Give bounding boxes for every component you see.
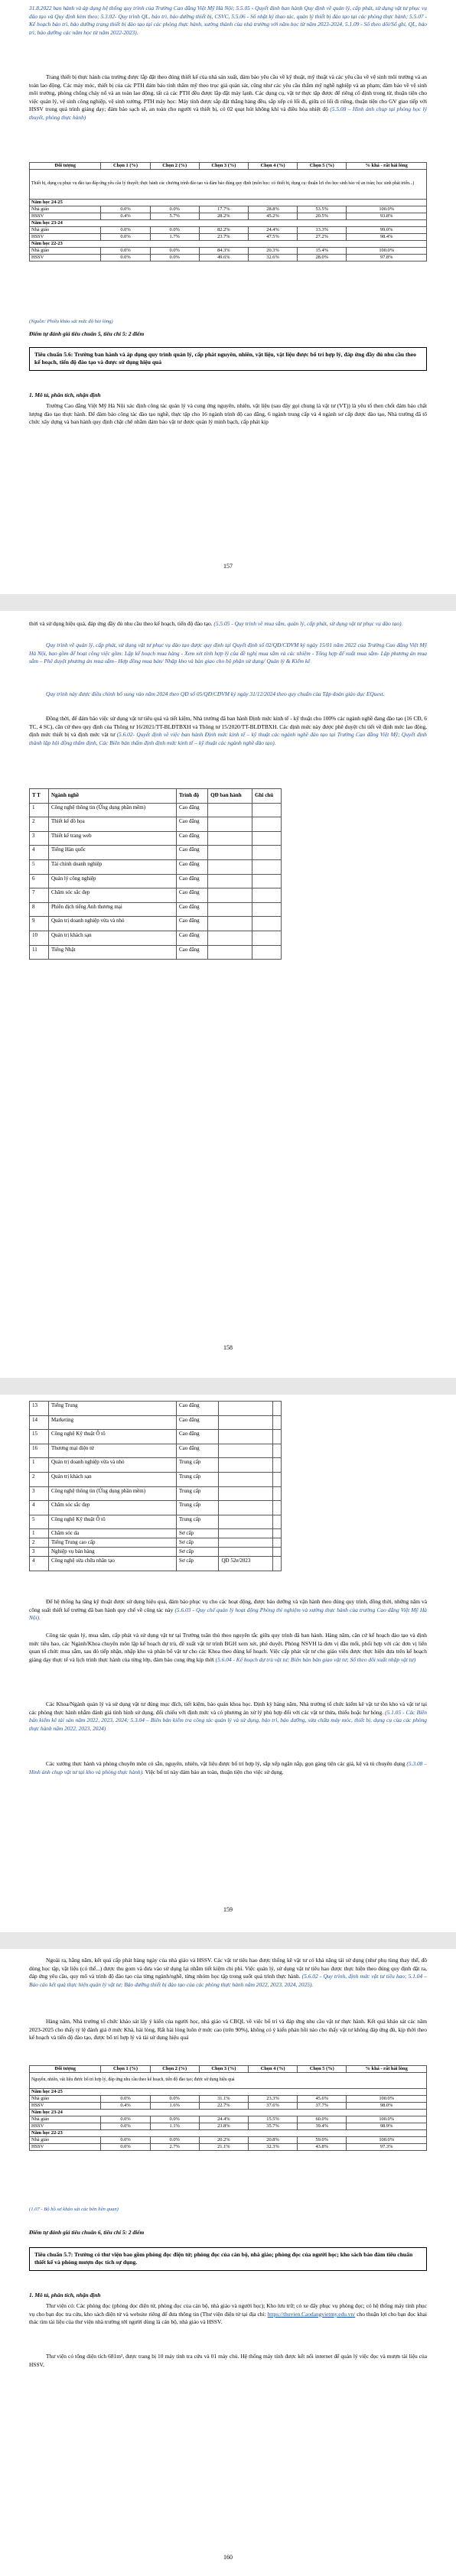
table-row — [30, 931, 282, 945]
paragraph-e-cite: (5.6.03 - Quy chế quản lý hoạt động Phòng thí nghiệm và xưởng thực hành của trường Cao đẳng Việt Mỹ Hà Nội). — [29, 1606, 428, 1622]
section-title: 1. Mô tả, phân tích, nhận định — [29, 2292, 101, 2298]
cell: 20.3% — [248, 248, 297, 255]
table-row — [30, 206, 427, 213]
paragraph-k-tail: cho thuận lợi cho bạn đọc khai thác tìm tài liệu của thư viện nhà trường tới người dùng là cán bộ, nhà giáo và HSSV. — [29, 2310, 427, 2326]
cell: 17.7% — [199, 206, 248, 213]
table-row — [30, 874, 282, 888]
table-note: Thiết bị, dụng cụ phục vụ đào tạo đáp ứng yêu cầu lý thuyết; thực hành các chương trình đào tạo và đảm bảo đúng quy định (môn học: có thiết bị, dụng cụ: thuận lợi cho học sinh bảo vệ an toàn; học sinh phát triển...) — [30, 170, 427, 200]
cell: Cao đẳng — [177, 945, 208, 960]
cell: 1 — [30, 1458, 49, 1473]
row-label: Nhà giáo — [30, 2116, 101, 2123]
cell: 32.6% — [248, 255, 297, 261]
row-label: Nhà giáo — [30, 227, 101, 234]
cell: 23.7% — [199, 234, 248, 241]
table-row — [30, 945, 282, 960]
cell: Quản trị khách sạn — [49, 931, 177, 945]
cell: QĐ 52e/2023 — [219, 1557, 273, 1571]
cell: Cao đẳng — [177, 888, 208, 903]
cell: Công nghệ thông tin (Ứng dụng phần mềm) — [49, 1486, 177, 1501]
cell: 16 — [30, 1444, 49, 1458]
cell: 0.0% — [101, 255, 150, 261]
cell: 22.7% — [199, 2103, 248, 2110]
cell: Thiết kế đồ họa — [49, 817, 177, 832]
cell: 0.0% — [150, 2137, 199, 2144]
table-row — [30, 1538, 282, 1548]
paragraph-equipment-cite: (5.5.08 – Hình ảnh chụp tại phòng học lý thuyết, phòng thực hành) — [29, 106, 427, 121]
cell: 15.5% — [248, 2116, 297, 2123]
cell: 5 — [30, 1515, 49, 1529]
cell: 59.0% — [298, 2137, 347, 2144]
paragraph-a — [29, 620, 427, 629]
table-row — [30, 846, 282, 860]
table-header-cell: Ngành nghề — [49, 789, 177, 804]
cell: Cao đẳng — [177, 859, 208, 874]
page-160 — [0, 1949, 456, 2576]
cell: Cao đẳng — [177, 803, 208, 817]
cell: Thương mại điện tử — [49, 1444, 177, 1458]
page-number: 158 — [223, 1344, 233, 1351]
cell — [219, 1501, 273, 1515]
cell: 100.0% — [347, 2096, 427, 2103]
cell — [219, 1486, 273, 1501]
cell: 0.4% — [101, 213, 150, 220]
page-number: 159 — [223, 1906, 233, 1913]
cell: 5 — [30, 859, 49, 874]
table-row — [30, 1430, 282, 1444]
row-label: Nhà giáo — [30, 206, 101, 213]
table-header-cell: Chọn 1 (%) — [101, 2066, 150, 2073]
cell: 0.0% — [150, 248, 199, 255]
table-row — [30, 902, 282, 917]
cell: Quản lý công nghiệp — [49, 874, 177, 888]
table-header-cell: Đối tượng — [30, 2066, 101, 2073]
cell: Chăm sóc da — [49, 1529, 177, 1538]
survey-table-5-5 — [29, 162, 427, 261]
cell: Chăm sóc sắc đẹp — [49, 1501, 177, 1515]
cell: 53.5% — [298, 206, 347, 213]
table-header-cell: Chọn 2 (%) — [150, 2066, 199, 2073]
table-row — [30, 888, 282, 903]
page-159 — [0, 1395, 456, 1932]
row-label: Nhà giáo — [30, 248, 101, 255]
cell: 1.6% — [150, 2103, 199, 2110]
cell: Cao đẳng — [177, 874, 208, 888]
cell: Trung cấp — [177, 1472, 219, 1486]
cell: Nghiệp vụ bán hàng — [49, 1548, 177, 1557]
cell: Công nghệ Kỹ thuật Ô tô — [49, 1515, 177, 1529]
table-header-cell: Chọn 4 (%) — [248, 163, 297, 170]
cell: 100.0% — [347, 2116, 427, 2123]
cell: 60.0% — [298, 2116, 347, 2123]
cell — [219, 1430, 273, 1444]
table-row — [30, 2144, 427, 2151]
paragraph-j: Hàng năm, Nhà trường tổ chức khảo sát lấy ý kiến của người học, nhà giáo và CBQL về việc bố trí và đáp ứng nhu cầu vật tư thực hành. Kết quả khảo sát các năm 2023-2025 cho thấy tỷ lệ đánh giá ở mức Khá, hài lòng, Rất hài lòng luôn ở mức cao (trên 90%), không có ý kiến phản hồi nào cho thấy vật tư không đáp ứng đủ, kịp thời theo kế hoạch và tiến độ đào tạo, được bố trí hợp lý và tài sử dụng hiệu quả — [29, 2018, 427, 2042]
paragraph-l: Thư viện có tổng diện tích 681m², được trang bị 10 máy tính tra cứu và 01 máy chủ. Hệ thống máy tính được kết nối internet để quản lý việc đọc và mượn tài liệu của HSSV, — [29, 2353, 427, 2368]
cell: 21.1% — [199, 2144, 248, 2151]
cell: Tiếng Nhật — [49, 945, 177, 960]
cell: Chăm sóc sắc đẹp — [49, 888, 177, 903]
cell — [219, 1548, 273, 1557]
score-line: Điểm tự đánh giá tiêu chuẩn 6, tiêu chí 5: 2 điểm — [29, 2229, 145, 2236]
page-number: 160 — [223, 2554, 233, 2561]
paragraph-i — [29, 1957, 427, 1989]
cell: Cao đẳng — [177, 831, 208, 846]
cell: 93.8% — [347, 213, 427, 220]
cell: 4 — [30, 1501, 49, 1515]
cell: 37.7% — [298, 2103, 347, 2110]
table-header-cell: Chọn 2 (%) — [150, 163, 199, 170]
cell: 1.1% — [150, 2123, 199, 2130]
cell — [219, 1515, 273, 1529]
table-row — [30, 1402, 282, 1416]
table-group-label: Năm học 22-23 — [30, 241, 427, 248]
cell: Cao đẳng — [177, 931, 208, 945]
cell: Trung cấp — [177, 1458, 219, 1473]
cell: 11 — [30, 945, 49, 960]
table-header-cell: Chọn 3 (%) — [199, 2066, 248, 2073]
paragraph-a-text: thời và sử dụng hiệu quả, đáp ứng đầy đủ nhu cầu theo kế hoạch, tiến độ đào tạo. — [29, 620, 213, 627]
table-header-cell: Đối tượng — [30, 163, 101, 170]
table-group-label: Năm học 23-24 — [30, 220, 427, 227]
table-row — [30, 234, 427, 241]
page-157 — [0, 0, 456, 594]
table-group-label: Năm học 24-25 — [30, 2089, 427, 2096]
library-link[interactable]: https://thuvien.Caodangvietmy.edu.vn/ — [267, 2310, 356, 2318]
cell: Tiếng Hàn quốc — [49, 846, 177, 860]
cell: 28.0% — [298, 255, 347, 261]
cell: 98.4% — [347, 234, 427, 241]
cell: 2 — [30, 1538, 49, 1548]
paragraph-f-cite: (5.6.04 - Kế hoạch dự trù vật tư; Biên bản bàn giao vật tư; Sổ theo dõi xuất nhập vật tư) — [215, 1655, 416, 1663]
cell: 23.3% — [248, 2096, 297, 2103]
cell: 4 — [30, 1557, 49, 1571]
paragraph-i-cite: (5.6.02 - Quy trình, định mức vật tư tiêu hao; 5.1.04 – Báo cáo kết quả thực hiện quản lý vật tư; Bảo dưỡng thiết bị đào tạo của các phòng thực hành năm 2022, 2023, 2024, 2025). — [29, 1973, 427, 1988]
cell: Thiết kế trang web — [49, 831, 177, 846]
row-label: HSSV — [30, 2123, 101, 2130]
cell: 2.7% — [150, 2144, 199, 2151]
paragraph-g-text: Các Khoa/Ngành quản lý và sử dụng vật tư đúng mục đích, tiết kiệm, bảo quản khoa học. Định kỳ hàng năm, Nhà trường tổ chức kiểm kê vật tư tồn kho và vật tư tại các phòng thực hành nhằm đánh giá tình hình sử dụng, đối chiếu với định mức và có phương án xử lý phù hợp đối với các vật tư thừa, thiếu hoặc hư hỏng. — [29, 1701, 427, 1716]
cell: Cao đẳng — [177, 817, 208, 832]
cell: 1.7% — [150, 234, 199, 241]
row-label: HSSV — [30, 213, 101, 220]
cell: Quản trị khách sạn — [49, 1472, 177, 1486]
table-row — [30, 1472, 282, 1486]
table-header-cell: Chọn 5 (%) — [298, 2066, 347, 2073]
table-header-cell: % khá - rất hài lòng — [347, 163, 427, 170]
cell: Cao đẳng — [177, 1430, 219, 1444]
paragraph-k-text: Thư viện có: Các phòng đọc (phòng đọc điện tử, phòng đọc của cán bộ, nhà giáo và người học); Kho lưu trữ; có xe đẩy phục vụ phòng đọc; có hệ thống máy tính phục vụ cho bạn đọc tra cứu, kho sách điện tử và website riêng để đưa thông tin (Thư viện điện tử tại địa chỉ: — [29, 2302, 427, 2318]
table-header-cell: T T — [30, 789, 49, 804]
table-header-cell: % khá - rất hài lòng — [347, 2066, 427, 2073]
cell: 3 — [30, 1548, 49, 1557]
paragraph-h-tail: Việc bố trí này đảm bảo an toàn, thuận tiện cho việc sử dụng. — [145, 1768, 284, 1775]
cell: 35.7% — [248, 2123, 297, 2130]
table-row — [30, 1444, 282, 1458]
paragraph-equipment — [29, 73, 427, 122]
cell: 0.0% — [150, 2096, 199, 2103]
table-note: Nguyên, nhiên, vật liệu được bố trí hợp lý, đáp ứng nhu cầu theo kế hoạch, tiến độ đào tạo; được sử dụng hiệu quả — [30, 2073, 427, 2089]
table-row — [30, 803, 282, 817]
cell: Tài chính doanh nghiệp — [49, 859, 177, 874]
cell: 24.4% — [248, 227, 297, 234]
table-row — [30, 1515, 282, 1529]
cell: Cao đẳng — [177, 1444, 219, 1458]
cell: Cao đẳng — [177, 1415, 219, 1430]
cell: 39.4% — [298, 2123, 347, 2130]
cell: Quản trị doanh nghiệp vừa và nhỏ — [49, 917, 177, 931]
cell: 31.1% — [199, 2096, 248, 2103]
table-group-label: Năm học 23-24 — [30, 2110, 427, 2116]
cell: Trung cấp — [177, 1515, 219, 1529]
table-row — [30, 255, 427, 261]
table-source: (1.07 - Bộ hồ sơ khảo sát các bên liên quan) — [29, 2207, 119, 2212]
cell: Công nghệ Kỹ thuật Ô tô — [49, 1430, 177, 1444]
cell — [219, 1472, 273, 1486]
cell: 15 — [30, 1430, 49, 1444]
table-header-cell: Ghi chú — [252, 789, 282, 804]
table-source: (Nguồn: Phiếu khảo sát mức độ hài lòng) — [29, 319, 113, 324]
paragraph-g — [29, 1701, 427, 1733]
table-row — [30, 831, 282, 846]
cell: 14 — [30, 1415, 49, 1430]
cell: 0.4% — [101, 2103, 150, 2110]
paragraph-g-cite: (5.1.05 - Các Biên bản kiểm kê tài sản năm 2022, 2023, 2024; 5.3.04 – Biên bản kiểm tra công tác quản lý và sử dụng, bảo trì, bảo dưỡng, sửa chữa máy móc, thiết bị, dụng cụ của các phòng thực hành năm 2022, 2023, 2024) — [29, 1708, 427, 1732]
cell: 100.0% — [347, 248, 427, 255]
cell: 98.9% — [347, 2123, 427, 2130]
paragraph-k — [29, 2302, 427, 2327]
cell: 13 — [30, 1402, 49, 1416]
paragraph-e-text: Để hệ thống hạ tầng kỹ thuật được sử dụng hiệu quả, đảm bảo phục vụ cho các hoạt động, được bảo dưỡng và vận hành theo đúng quy trình, đồng thời, những năm và công suất thiết kế trường đã ban hành quy chế về công tác này — [29, 1598, 427, 1613]
table-row — [30, 213, 427, 220]
cell: Cao đẳng — [177, 1402, 219, 1416]
cell: 7 — [30, 888, 49, 903]
cell: 28.2% — [199, 213, 248, 220]
row-label: Nhà giáo — [30, 2096, 101, 2103]
cell: 13.3% — [298, 227, 347, 234]
cell: 0.0% — [150, 255, 199, 261]
paragraph-intro-5-6: Trường Cao đẳng Việt Mỹ Hà Nội xác định công tác quản lý và cung ứng nguyên, nhiên, vật liệu (sau đây gọi chung là vật tư (VT)) là yêu tố then chốt đảm bảo chất lượng đào tạo thực hành. Để đảm bảo công tác đào tạo nghề, thực tập cho 16 ngành trình độ cao đẳng, 6 ngành trung cấp và 4 ngành sơ cấp được đào tạo, Nhà trường đã tổ chức xây dựng và ban hành quy định chặt chẽ nhằm đảm bảo vật tư được quản lý minh bạch, cấp phát kịp — [29, 402, 427, 426]
cell — [219, 1444, 273, 1458]
cell: 3 — [30, 831, 49, 846]
cell: 0.0% — [101, 234, 150, 241]
cell: 0.0% — [101, 2096, 150, 2103]
table-header-cell: Chọn 5 (%) — [298, 163, 347, 170]
paragraph-d-cite: (5.6.02- Quyết định về việc ban hành Định mức kinh tế – kỹ thuật các ngành nghề đào tạo tại Trường Cao đẳng Việt Mỹ; Quyết định thành lập hội đồng thẩm định, Các Biên bản thẩm định định mức kinh tế – kỹ thuật các ngành nghề đào tạo). — [29, 731, 428, 746]
table-header-cell: Chọn 4 (%) — [248, 2066, 297, 2073]
row-label: HSSV — [30, 255, 101, 261]
table-row — [30, 1501, 282, 1515]
section-title: 1. Mô tả, phân tích, nhận định — [29, 391, 101, 398]
page-separator — [0, 594, 456, 611]
cell: 15.4% — [298, 248, 347, 255]
cell: 0.0% — [150, 2116, 199, 2123]
cell: 43.8% — [298, 2144, 347, 2151]
course-table — [29, 788, 282, 960]
cell: 23.8% — [199, 2123, 248, 2130]
cell: Công nghệ thông tin (Ứng dụng phần mềm) — [49, 803, 177, 817]
paragraph-f-text: Công tác quản lý, mua sắm, cấp phát và sử dụng vật tư tại Trường tuân thủ theo nguyên tắc giữa quy trình đã ban hành. Hàng năm, căn cứ kế hoạch đào tạo và định mức tiêu hao, các Ngành/Khoa chuyên môn lập kế hoạch dự trù, đề xuất vật tư trình BGH xem xét, phê duyệt. Phòng NSVH là đơn vị đầu mối, phối hợp với các đơn vị liên quan tổ chức mua sắm, sau đó tiếp nhận, nhập kho và phân bổ vật tư cho các Khoa theo đúng kế hoạch. Việc cấp phát vật tư cho giáo viên được thực hiện dựa trên kế hoạch giảng dạy thực tế và lịch trình thực hành của từng lớp, đảm bảo cung ứng kịp thời — [29, 1632, 427, 1663]
cell: 0.0% — [101, 206, 150, 213]
table-header-cell: Chọn 1 (%) — [101, 163, 150, 170]
cell: 20.5% — [298, 213, 347, 220]
cell: 100.0% — [347, 2137, 427, 2144]
cell: 1 — [30, 803, 49, 817]
cell: Trung cấp — [177, 1501, 219, 1515]
table-row — [30, 227, 427, 234]
cell: 0.0% — [150, 227, 199, 234]
page-separator — [0, 1378, 456, 1395]
paragraph-c: Quy trình này được điều chỉnh bổ sung vào năm 2024 theo QĐ số 05/QĐ/CĐVM ký ngày 31/12/2024 theo quy chuẩn của Tập đoàn giáo dục EQuest. — [46, 690, 385, 697]
cell: 20.2% — [199, 2137, 248, 2144]
table-row — [30, 1415, 282, 1430]
table-row — [30, 1557, 282, 1571]
cell: Phiên dịch tiếng Anh thương mại — [49, 902, 177, 917]
cell: 99.0% — [347, 227, 427, 234]
cell: 45.2% — [248, 213, 297, 220]
paragraph-d-text: Đồng thời, để đảm bảo việc sử dụng vật tư tiêu quả và tiết kiệm, Nhà trường đã ban hành Định mức kinh tế - kỹ thuật cho 100% các ngành nghề đang đào tạo (16 CĐ, 6 TC, 4 SC), căn cứ theo quy định của Thông tư 16/2021/TT-BLĐTBXH và Thông tư 15/2020/TT-BLĐTBXH. Các định mức này được phê duyệt chi tiết về định mức lao động, định mức thiết bị và định mức vật tư — [29, 715, 427, 739]
cell: 5.7% — [150, 213, 199, 220]
table-header-cell: QĐ ban hành — [208, 789, 252, 804]
paragraph-e — [29, 1598, 427, 1623]
cell: 6 — [30, 874, 49, 888]
cell: Cao đẳng — [177, 846, 208, 860]
cell: 8 — [30, 902, 49, 917]
cell: 45.6% — [298, 2096, 347, 2103]
score-line: Điểm tự đánh giá tiêu chuẩn 5, tiêu chí 5: 2 điểm — [29, 330, 145, 337]
cell: Sơ cấp — [177, 1538, 219, 1548]
row-label: HSSV — [30, 2144, 101, 2151]
cell: 0.0% — [101, 2123, 150, 2130]
paragraph-equipment-text: Trang thiết bị thực hành của trường được lắp đặt theo đúng thiết kế của nhà sản xuất, đảm bảo yêu cầu về kỹ thuật, mỹ thuật và các yêu cầu về vệ sinh môi trường và an toàn lao động. Các máy móc, thiết bị của các PTH đảm bảo tính thẩm mỹ theo trục giá quản sát, cũng như các yêu cầu thẩm mỹ nghề nghiệp và an phạm; đảm bảo về vệ sinh môi trường, phòng chống cháy nổ và an toàn lao động, tất cả các PTH đều được lắp đặt máy lạnh. Các dụng cụ, vật tư thực tập được để riêng cố định trong từ, thuận tiện cho việc quản lý, vệ sinh công nghiệp, vệ sinh xưởng. PTH máy học: Máy tính được sắp đặt thẳng hàng đều, sắp xếp có lối đi, giữa có lối đi riêng, thuận tiện cho GV giao tiếp với HSSV trong quá trình giảng dạy; đảm bảo sạch sẽ, an toàn cho người và thiết bị, có 02 quạt hút không khí và điều hòa nhiệt độ — [29, 73, 427, 113]
cell: 4 — [30, 846, 49, 860]
cell: Sơ cấp — [177, 1557, 219, 1571]
row-label: Nhà giáo — [30, 2137, 101, 2144]
cell: 82.2% — [199, 227, 248, 234]
table-header-cell: Trình độ — [177, 789, 208, 804]
cell: 97.3% — [347, 2144, 427, 2151]
table-row — [30, 1529, 282, 1538]
cell: Tiếng Trung — [49, 1402, 177, 1416]
table-row — [30, 248, 427, 255]
cell: Công nghệ sửa chữa nhân tạo — [49, 1557, 177, 1571]
cell: 24.4% — [199, 2116, 248, 2123]
row-label: HSSV — [30, 2103, 101, 2110]
cell: 2 — [30, 817, 49, 832]
cell: Sơ cấp — [177, 1529, 219, 1538]
cell: Marketing — [49, 1415, 177, 1430]
paragraph-i-text: Ngoài ra, hằng năm, kết quả cấp phát hàng ngày của nhà giáo và HSSV. Các vật tư tiêu hao được thống kê vật tư có khả năng tái sử dụng (như phụ tùng thay thế, đồ dùng học tập, vật liệu (có thể...) được thu gom và đưa vào sử dụng lại nhằm tiết kiệm chi phí. Việc quản lý, sử dụng vật tư tiêu hao được thực hiện theo đúng quy định đặt ra, đáp ứng yêu cầu, quy mô và trình độ đào tạo của từng ngành/nghề, từng nhóm học tập trong suốt quá trình thực hành. — [29, 1957, 427, 1980]
paragraph-f — [29, 1632, 427, 1664]
cell: 0.0% — [150, 206, 199, 213]
criterion-box-5-7: Tiêu chuẩn 5.7: Trường có thư viện bao gồm phòng đọc điện tử; phòng đọc của cán bộ, nhà giáo; phòng đọc của người học; kho sách bảo đảm tiêu chuẩn thiết kế và phòng mượn đọc tích sự dụng. — [29, 2247, 427, 2271]
cell: 37.6% — [248, 2103, 297, 2110]
course-table-continued — [29, 1401, 282, 1571]
paragraph-a-cite: (5.5.05 - Quy trình về mua sắm, quản lý, cấp phát, sử dụng vật tư phục vụ đào tạo). — [213, 620, 403, 627]
cell: 47.5% — [248, 234, 297, 241]
cell: 0.0% — [101, 227, 150, 234]
cell: 20.8% — [248, 2137, 297, 2144]
cell: 32.3% — [248, 2144, 297, 2151]
cell: Quản trị doanh nghiệp vừa và nhỏ — [49, 1458, 177, 1473]
row-label: HSSV — [30, 234, 101, 241]
cell: 2 — [30, 1472, 49, 1486]
table-row — [30, 917, 282, 931]
page-158 — [0, 611, 456, 1378]
cell: 10 — [30, 931, 49, 945]
cell — [219, 1458, 273, 1473]
cell — [219, 1538, 273, 1548]
cell: 28.8% — [248, 206, 297, 213]
cell: 0.0% — [101, 248, 150, 255]
table-row — [30, 2103, 427, 2110]
cell: 0.0% — [101, 2144, 150, 2151]
page-number: 157 — [223, 563, 233, 570]
paragraph-h-cite: (5.3.08 – Hình ảnh chụp vật tư tại kho và phòng thực hành). — [29, 1760, 427, 1775]
table-row — [30, 1548, 282, 1557]
cell — [219, 1402, 273, 1416]
cell: Sơ cấp — [177, 1548, 219, 1557]
table-row — [30, 859, 282, 874]
cell — [219, 1415, 273, 1430]
paragraph-b: Quy trình về quản lý, cấp phát, sử dụng vật tư phục vụ đào tạo được quy định tại Quyết định số 02/QĐ/CĐVM ký ngày 15/01 năm 2022 của Trường Cao đẳng Việt Mỹ Hà Nội, bao gồm để hoạt công việc gồm: Lập kế hoạch mua hàng - Xem xét tính hợp lý của đề nghị mua sắm và các nhiệm - Tổng hợp để xuất mua sắm- Lập phương án mua sắm – Phê duyệt phương án mua sắm– Hợp đồng mua bán/ Nhập kho và bàn giao cho bộ phận sử dụng/ Quản lý & Kiểm kê — [29, 642, 427, 665]
table-group-label: Năm học 22-23 — [30, 2130, 427, 2137]
table-row — [30, 1486, 282, 1501]
cell: 0.0% — [101, 2137, 150, 2144]
cell: 97.8% — [347, 255, 427, 261]
table-row — [30, 817, 282, 832]
paragraph-d — [29, 715, 427, 747]
cell: Trung cấp — [177, 1486, 219, 1501]
table-row — [30, 2096, 427, 2103]
cell: 84.3% — [199, 248, 248, 255]
table-row — [30, 2137, 427, 2144]
cell: 3 — [30, 1486, 49, 1501]
cell: Tiếng Trung cao cấp — [49, 1538, 177, 1548]
cell: 9 — [30, 917, 49, 931]
table-row — [30, 1458, 282, 1473]
table-group-label: Năm học 24-25 — [30, 200, 427, 206]
criterion-box-5-6: Tiêu chuẩn 5.6: Trường ban hành và áp dụng quy trình quản lý, cấp phát nguyên, nhiên, vật liệu, vật liệu được bổ trí hợp lý, đáp ứng đầy đủ nhu cầu theo kế hoạch, tiến độ đào tạo và được sử dụng hiệu quả — [29, 347, 427, 371]
paragraph-h-text: Các xưởng thực hành và phòng chuyên môn có sẵn, nguyên, nhiên, vật liệu được bổ trí hợp lý, sắp xếp ngăn nắp, gọn gàng tiện các giá, kệ và tủ chuyên dụng — [46, 1760, 406, 1767]
cell: 27.2% — [298, 234, 347, 241]
page-separator — [0, 1932, 456, 1949]
cell: Cao đẳng — [177, 917, 208, 931]
table-header-cell: Chọn 3 (%) — [199, 163, 248, 170]
cell: 0.0% — [101, 2116, 150, 2123]
table-row — [30, 2123, 427, 2130]
cell: 1 — [30, 1529, 49, 1538]
cell: 49.6% — [199, 255, 248, 261]
cell: Cao đẳng — [177, 902, 208, 917]
cell — [219, 1529, 273, 1538]
paragraph-h — [29, 1760, 427, 1776]
table-row — [30, 2116, 427, 2123]
survey-table-5-6 — [29, 2065, 427, 2151]
cell: 98.0% — [347, 2103, 427, 2110]
cell: 100.0% — [347, 206, 427, 213]
evidence-intro: 31.8.2022 ban hành và áp dụng hệ thống quy trình của Trường Cao đẳng Việt Mỹ Hà Nội; 5.5.05 - Quyết định ban hành Quy định về quản lý, cấp phát, sử dụng vật tư phục vụ đào tạo và Quy định kèm theo; 5.3.02- Quy trình QL, báo trì, bảo dưỡng thiết bị, CSVC, 5.5.06 - Sổ nhật ký thao tác, quản lý thiết bị đào tạo tại các phòng thực hành; 5.5.07 - Kế hoạch bảo trì, bảo dưỡng trang thiết bị đào tạo tại các phòng thực hành, xưởng thành của nhà trường với năm học từ năm 2023-2024, 5.1.09 - Sổ theo dõi/Sổ ghi, QL, bảo trì, bảo dưỡng các năm học từ năm 2022-2023). — [29, 5, 427, 36]
